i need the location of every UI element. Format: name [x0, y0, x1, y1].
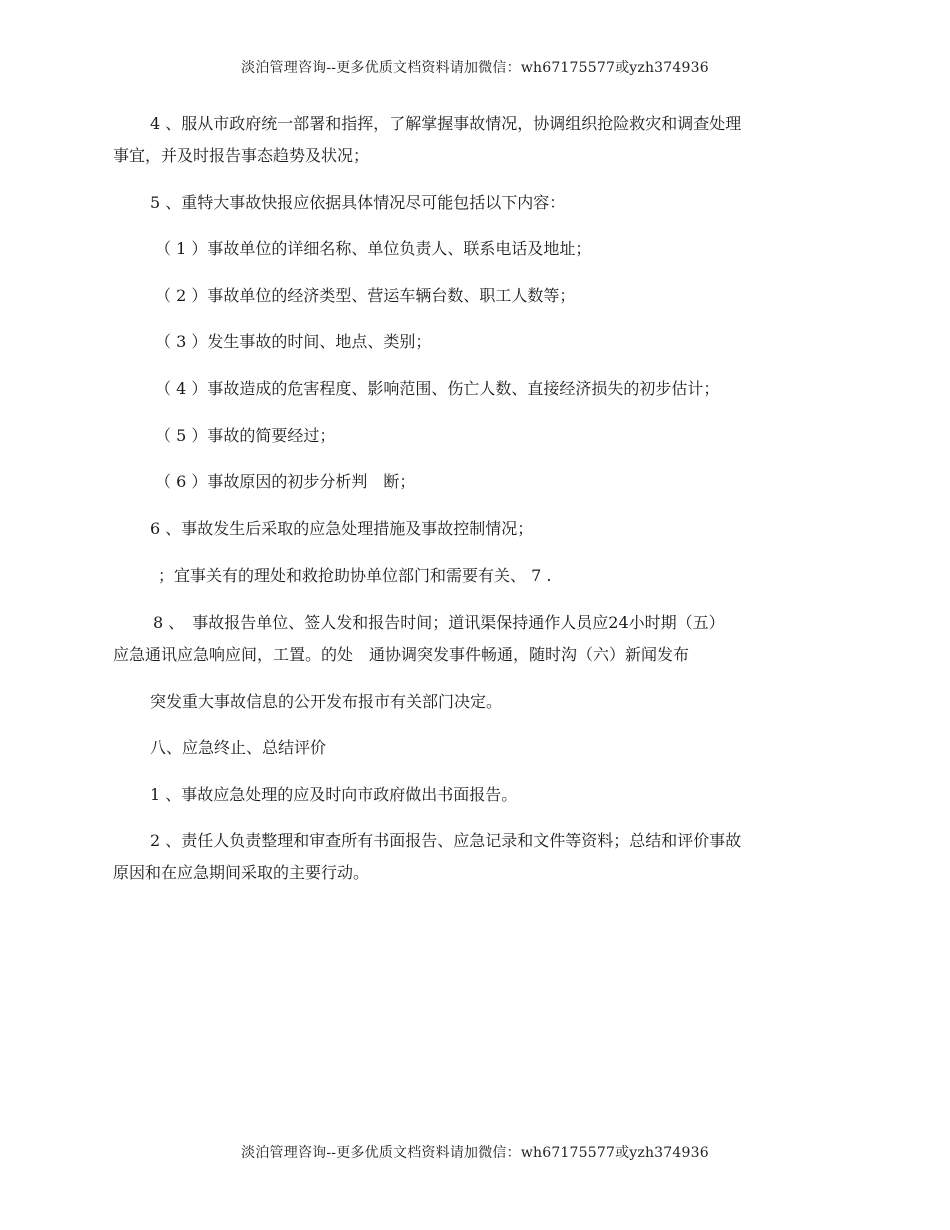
paragraph-line: 5 、重特大事故快报应依据具体情况尽可能包括以下内容： — [150, 193, 566, 212]
paragraph-line: 2 、责任人负责整理和审查所有书面报告、应急记录和文件等资料；总结和评价事故 — [150, 831, 742, 850]
paragraph-line: 突发重大事故信息的公开发布报市有关部门决定。 — [150, 692, 503, 711]
section-heading: 八、应急终止、总结评价 — [150, 738, 327, 757]
paragraph-line: 应急通讯应急响应间，工置。的处 通协调突发事件畅通，随时沟（六）新闻发布 — [113, 645, 690, 664]
list-item: （ 1 ）事故单位的详细名称、单位负责人、联系电话及地址； — [155, 239, 592, 258]
list-item: （ 6 ）事故原因的初步分析判 断； — [155, 472, 416, 491]
list-item: （ 2 ）事故单位的经济类型、营运车辆台数、职工人数等； — [155, 286, 576, 305]
paragraph-line: 8 、 事故报告单位、签人发和报告时间；道讯渠保持通作人员应24小时期（五） — [153, 613, 725, 632]
paragraph-line: 6 、事故发生后采取的应急处理措施及事故控制情况； — [150, 519, 534, 538]
list-item: （ 3 ）发生事故的时间、地点、类别； — [155, 332, 432, 351]
paragraph-line: 4 、服从市政府统一部署和指挥，了解掌握事故情况，协调组织抢险救灾和调查处理 — [150, 114, 742, 133]
list-item: （ 5 ）事故的简要经过； — [155, 426, 336, 445]
list-item: （ 4 ）事故造成的危害程度、影响范围、伤亡人数、直接经济损失的初步估计； — [155, 379, 720, 398]
page-footer: 淡泊管理咨询--更多优质文档资料请加微信：wh67175577或yzh374936 — [241, 1145, 709, 1161]
paragraph-line: 原因和在应急期间采取的主要行动。 — [113, 863, 370, 882]
paragraph-line: 事宜，并及时报告事态趋势及状况； — [113, 146, 370, 165]
paragraph-line: 1 、事故应急处理的应及时向市政府做出书面报告。 — [150, 785, 518, 804]
paragraph-line: ；宜事关有的理处和救抢助协单位部门和需要有关、 7 . — [158, 566, 552, 585]
page-header: 淡泊管理咨询--更多优质文档资料请加微信：wh67175577或yzh374936 — [241, 60, 709, 76]
